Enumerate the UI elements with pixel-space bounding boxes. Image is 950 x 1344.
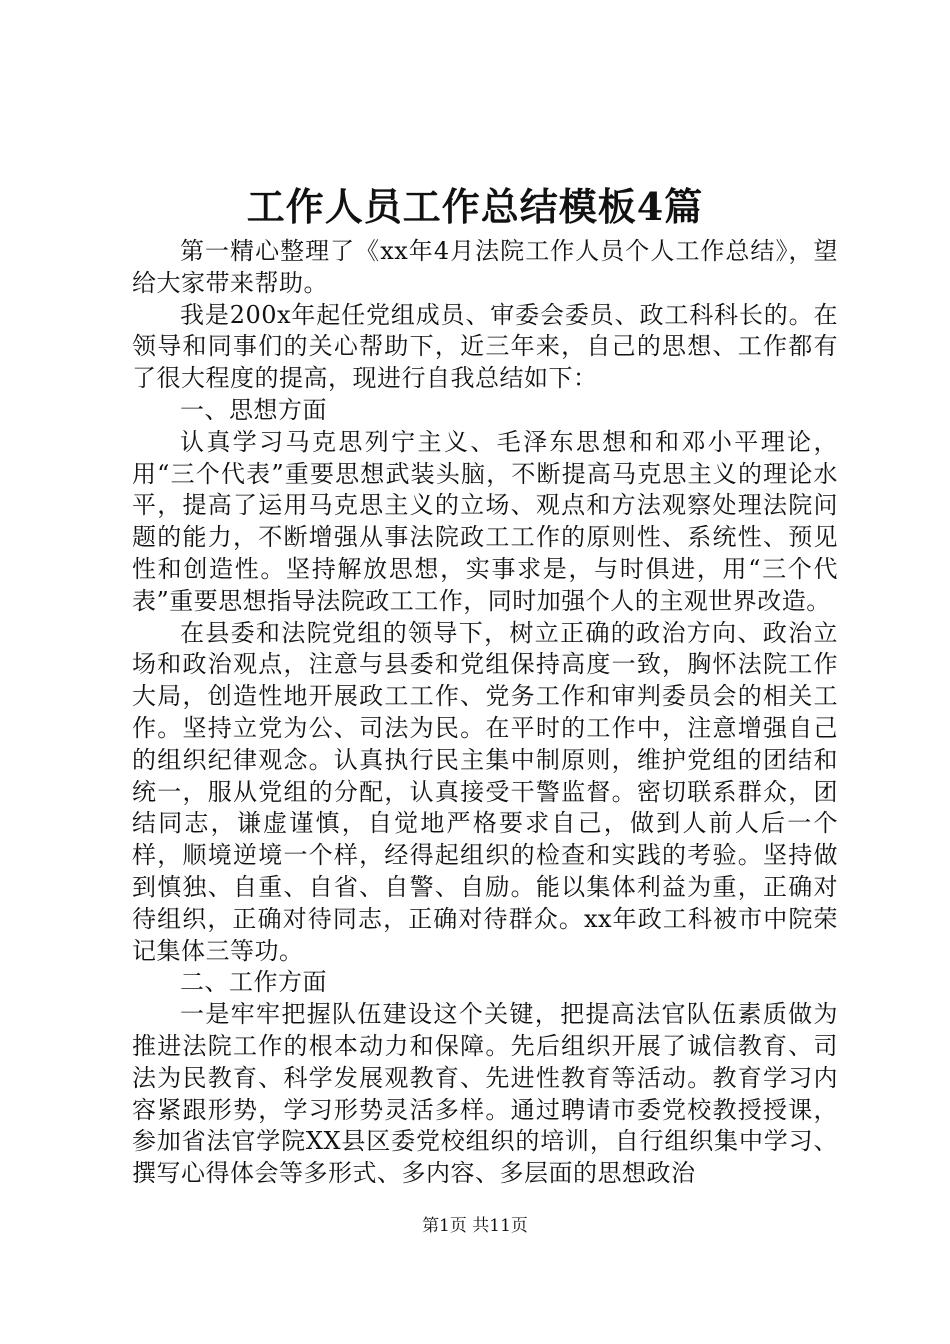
paragraph-work-team: 一是牢牢把握队伍建设这个关键，把提高法官队伍素质做为推进法院工作的根本动力和保障。先后组织开展了诚信教育、司法为民教育、科学发展观教育、先进性教育等活动。教育学习内容紧跟形势，学习形势灵活多样。通过聘请市委党校教授授课，参加省法官学院XX县区委党校组织的培训，自行组织集中学习、撰写心得体会等多形式、多内容、多层面的思想政治 bbox=[132, 1000, 838, 1188]
page-number-footer: 第1页 共11页 bbox=[422, 1216, 528, 1236]
section-heading-thought: 一、思想方面 bbox=[180, 395, 327, 424]
paragraph-intro: 第一精心整理了《xx年4月法院工作人员个人工作总结》，望给大家带来帮助。 bbox=[132, 237, 838, 297]
document-body bbox=[132, 236, 838, 1190]
paragraph-thought-discipline: 在县委和法院党组的领导下，树立正确的政治方向、政治立场和政治观点，注意与县委和党组保持高度一致，胸怀法院工作大局，创造性地开展政工工作、党务工作和审判委员会的相关工作。坚持立党为公、司法为民。在平时的工作中，注意增强自己的组织纪律观念。认真执行民主集中制原则，维护党组的团结和统一，服从党组的分配，认真接受干警监督。密切联系群众，团结同志，谦虚谨慎，自觉地严格要求自己，做到人前人后一个样，顺境逆境一个样，经得起组织的检查和实践的考验。坚持做到慎独、自重、自省、自警、自励。能以集体利益为重，正确对待组织，正确对待同志，正确对待群众。xx年政工科被市中院荣记集体三等功。 bbox=[132, 618, 838, 965]
paragraph-self-intro: 我是200x年起任党组成员、审委会委员、政工科科长的。在领导和同事们的关心帮助下，近三年来，自己的思想、工作都有了很大程度的提高，现进行自我总结如下： bbox=[132, 300, 838, 393]
section-heading-work: 二、工作方面 bbox=[180, 968, 327, 997]
document-title: 工作人员工作总结模板4篇 bbox=[246, 184, 704, 229]
paragraph-thought-study: 认真学习马克思列宁主义、毛泽东思想和和邓小平理论，用“三个代表”重要思想武装头脑，不断提高马克思主义的理论水平，提高了运用马克思主义的立场、观点和方法观察处理法院问题的能力，不断增强从事法院政工工作的原则性、系统性、预见性和创造性。坚持解放思想，实事求是，与时俱进，用“三个代表”重要思想指导法院政工工作，同时加强个人的主观世界改造。 bbox=[132, 427, 838, 615]
